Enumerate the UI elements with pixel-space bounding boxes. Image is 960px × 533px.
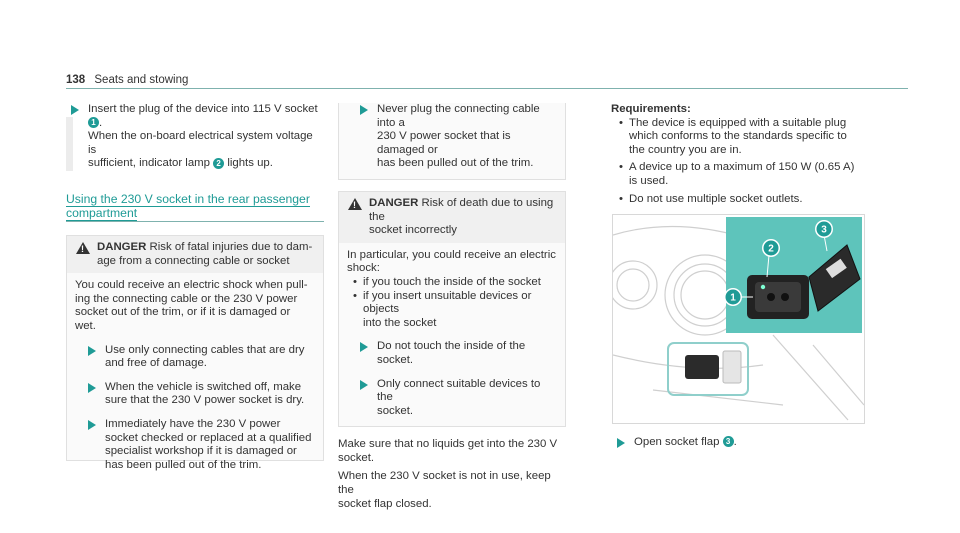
danger-step — [83, 344, 315, 371]
text-line: has been pulled out of the trim. — [105, 458, 262, 471]
danger-step — [355, 103, 557, 171]
danger-paragraph — [75, 279, 315, 333]
step-line: sufficient, indicator lamp — [88, 157, 210, 170]
danger-heading: age from a connecting cable or socket — [97, 254, 290, 267]
danger-body — [67, 273, 323, 476]
danger-heading: Risk of death due to using the — [369, 196, 554, 223]
section-rule — [66, 221, 324, 222]
danger-box — [338, 191, 566, 427]
text-line: Only connect suitable devices to the — [377, 377, 541, 404]
step-line: When the on-board electrical system voltage is — [88, 130, 313, 156]
column-1 — [66, 103, 324, 471]
step-text — [88, 103, 324, 171]
danger-label: DANGER — [97, 240, 147, 253]
danger-heading: socket incorrectly — [369, 224, 457, 237]
text-line: Use only connecting cables that are dry — [105, 343, 305, 356]
step-arrow-icon — [71, 105, 79, 115]
text-line: sure that the 230 V power socket is dry. — [105, 394, 305, 407]
requirement-item — [617, 117, 911, 158]
text-line: is used. — [629, 174, 669, 187]
text-line: socket flap closed. — [338, 497, 432, 510]
danger-label: DANGER — [369, 196, 419, 209]
chapter-title: Seats and stowing — [94, 74, 189, 86]
danger-box — [66, 235, 324, 471]
danger-step — [83, 418, 315, 472]
callout-badge: 1 — [88, 117, 99, 128]
text-line: ing the connecting cable or the 230 V power — [75, 292, 298, 305]
step-arrow-icon — [617, 438, 625, 448]
callout-badge: 3 — [723, 436, 734, 447]
step-arrow-icon — [88, 383, 96, 393]
step-text: Open socket flap — [634, 436, 720, 448]
step-arrow-icon — [88, 420, 96, 430]
callout-number: 2 — [768, 243, 774, 255]
text-line: if you insert unsuitable devices or objects — [363, 289, 532, 316]
text-line: wet. — [75, 319, 96, 332]
danger-step — [83, 381, 315, 408]
text-line: Immediately have the 230 V power — [105, 417, 281, 430]
text-line: In particular, you could receive an electric — [347, 248, 556, 261]
socket-illustration-drawing — [613, 215, 864, 423]
text-line: if you touch the inside of the socket — [363, 275, 541, 288]
page-header — [66, 74, 188, 88]
socket-illustration — [612, 214, 865, 424]
step-text: . — [733, 436, 737, 448]
step-line: . — [99, 116, 103, 129]
text-line: socket. — [338, 451, 375, 464]
text-line: 230 V power socket that is damaged or — [377, 130, 511, 156]
danger-paragraph — [347, 249, 557, 276]
callout-number: 1 — [730, 292, 736, 304]
danger-heading: Risk of fatal injuries due to dam- — [149, 240, 313, 253]
text-line: specialist workshop if it is damaged or — [105, 445, 297, 458]
danger-step — [355, 340, 557, 367]
column-3 — [611, 103, 911, 206]
page-number: 138 — [66, 74, 86, 86]
text-line: Never plug the connecting cable into a — [377, 103, 540, 129]
step-arrow-icon — [360, 342, 368, 352]
instruction-step — [66, 103, 324, 171]
warning-triangle-icon — [76, 242, 90, 254]
header-rule — [66, 88, 908, 89]
section-title-line: Using the 230 V socket in the rear passenger — [66, 191, 310, 206]
text-line: which conforms to the standards specific to — [629, 130, 847, 143]
step-line: Insert the plug of the device into 115 V socket — [88, 103, 318, 115]
requirement-item — [617, 161, 911, 188]
text-line: and free of damage. — [105, 357, 207, 370]
text-line: into the socket — [363, 316, 437, 329]
illustration-callout-2 — [762, 239, 780, 257]
step-arrow-icon — [360, 380, 368, 390]
requirement-item — [617, 193, 911, 207]
text-line: shock: — [347, 262, 380, 275]
column-2 — [338, 103, 566, 511]
text-line: Do not touch the inside of the socket. — [377, 340, 526, 366]
text-line: socket checked or replaced at a qualified — [105, 431, 312, 444]
paragraph — [338, 438, 566, 465]
text-line: socket out of the trim, or if it is damaged or — [75, 306, 291, 319]
text-line: The device is equipped with a suitable plug — [629, 116, 847, 129]
illustration-callout-3 — [815, 220, 833, 238]
danger-header — [339, 192, 565, 243]
danger-body — [339, 243, 565, 427]
text-line: A device up to a maximum of 150 W (0.65 A) — [629, 161, 855, 174]
step-bar — [66, 117, 73, 171]
section-title — [66, 192, 324, 220]
callout-badge: 2 — [213, 158, 224, 169]
illustration-callout-1 — [724, 288, 742, 306]
text-line: You could receive an electric shock when pull- — [75, 279, 308, 292]
step-arrow-icon — [88, 346, 96, 356]
text-line: has been pulled out of the trim. — [377, 157, 534, 170]
bullet-item — [351, 276, 557, 290]
paragraph — [338, 470, 566, 511]
callout-number: 3 — [821, 224, 827, 236]
instruction-step — [612, 436, 924, 450]
requirements-title: Requirements: — [611, 103, 691, 115]
text-line: When the 230 V socket is not in use, keep the — [338, 470, 551, 497]
text-line: the country you are in. — [629, 143, 742, 156]
warning-triangle-icon — [348, 198, 362, 210]
danger-header — [67, 236, 323, 273]
section-title-line: compartment — [66, 205, 138, 220]
step-line: lights up. — [227, 157, 273, 170]
bullet-item — [351, 290, 557, 331]
text-line: Do not use multiple socket outlets. — [629, 192, 803, 205]
text-line: socket. — [377, 404, 414, 417]
danger-continued-box — [338, 103, 566, 180]
danger-step — [355, 378, 557, 419]
text-line: Make sure that no liquids get into the 230 V — [338, 438, 558, 451]
step-arrow-icon — [360, 105, 368, 115]
text-line: When the vehicle is switched off, make — [105, 380, 302, 393]
